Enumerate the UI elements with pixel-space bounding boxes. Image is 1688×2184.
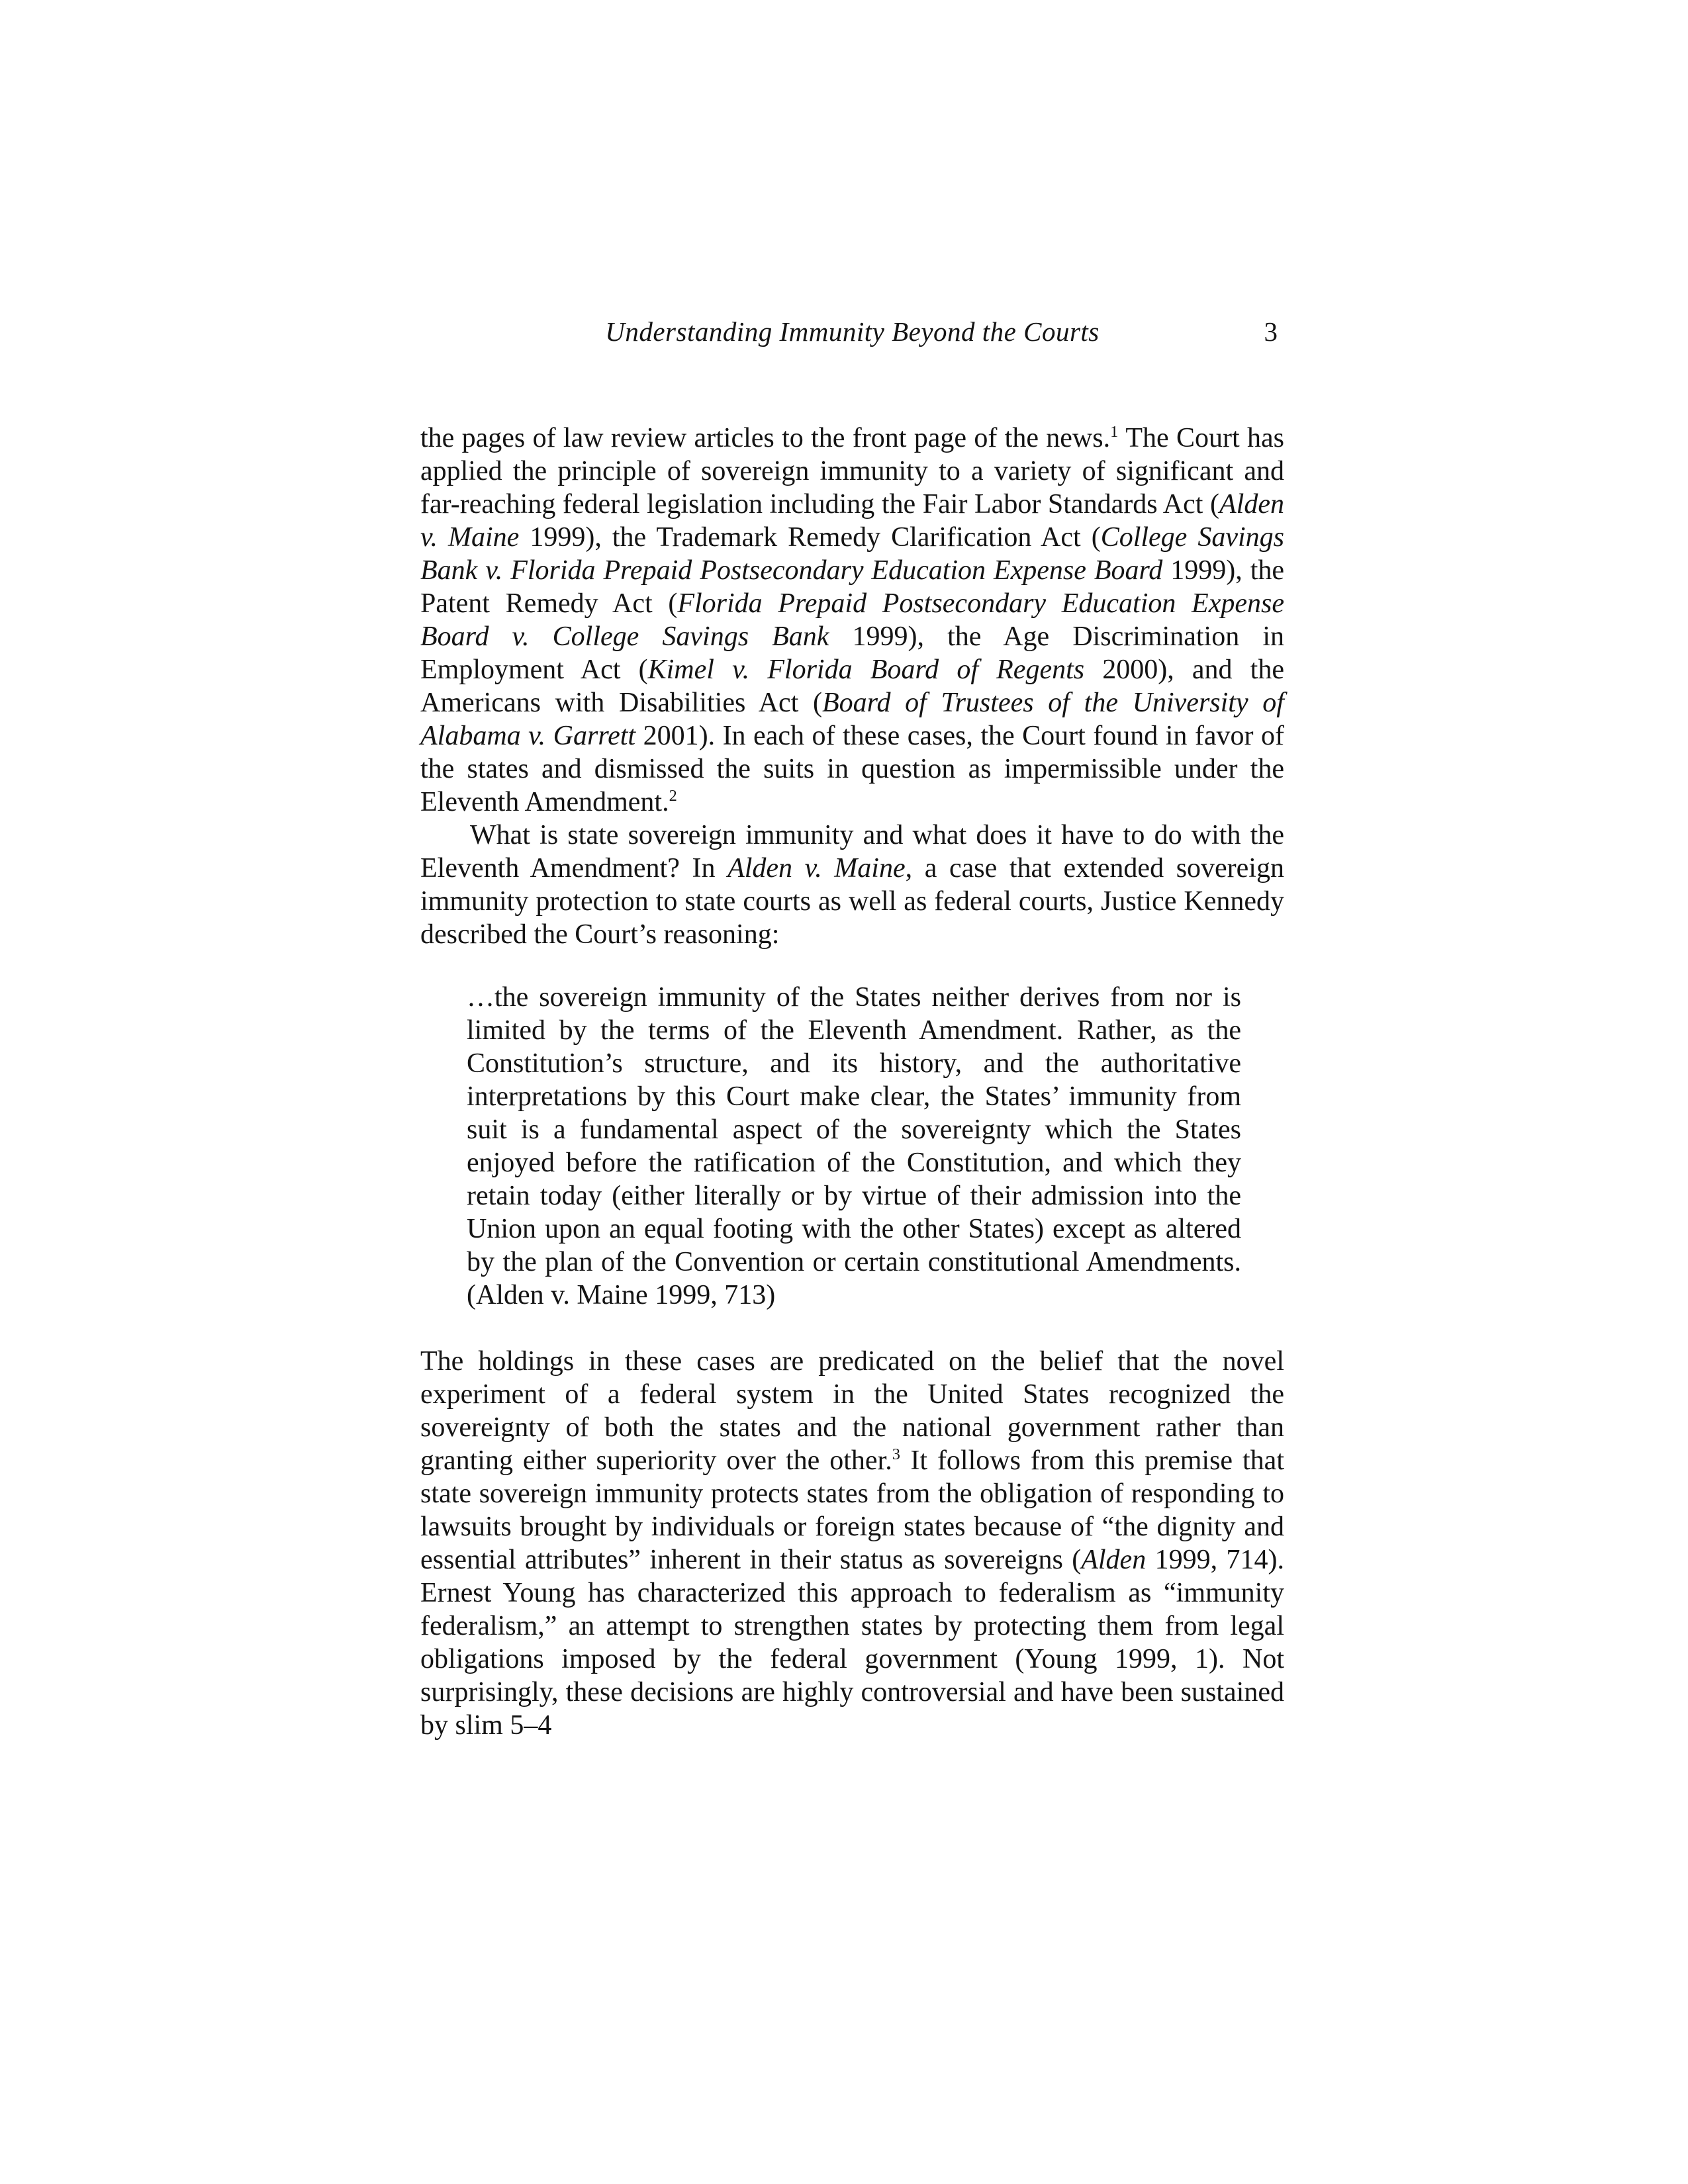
paragraph-continuation: the pages of law review articles to the front page of the news.$^1$ The Court has applied the principle of sovereign immunity to a variety of significant and far-reaching federal legislation including the Fair Labor Standards Act (Alden v. Maine 1999), the Trademark Remedy Clarification Act (College Savings Bank v. Florida Prepaid Postsecondary Education Expense Board 1999), the Patent Remedy Act (Florida Prepaid Postsecondary Education Expense Board v. College Savings Bank 1999), the Age Discrimination in Employment Act (Kimel v. Florida Board of Regents 2000), and the Americans with Disabilities Act (Board of Trustees of the University of Alabama v. Garrett 2001). In each of these cases, the Court found in favor of the states and dismissed the suits in question as impermissible under the Eleventh Amendment.$^2$ [420,423,1285,817]
kennedy-blockquote: …the sovereign immunity of the States neither derives from nor is limited by the terms of the Eleventh Amendment. Rather, as the Constitution’s structure, and its history, and the authoritative interpretations by this Court make clear, the States’ immunity from suit is a fundamental aspect of the sovereignty which the States enjoyed before the ratification of the Constitution, and which they retain today (either literally or by virtue of their admission into the Union upon an equal footing with the other States) except as altered by the plan of the Convention or certain constitutional Amendments. (Alden v. Maine 1999, 713) [467,982,1241,1310]
paragraph-immunity-question: What is state sovereign immunity and what does it have to do with the Eleventh Amendment? In Alden v. Maine, a case that extended sovereign immunity protection to state courts as well as federal courts, Justice Kennedy described the Court’s reasoning: [420,820,1284,950]
page-number: 3 [1264,316,1278,347]
running-head-title: Understanding Immunity Beyond the Courts [605,316,1100,347]
paragraph-holdings: The holdings in these cases are predicated on the belief that the novel experiment of a federal system in the United States recognized the sovereignty of both the states and the national government rather than granting either superiority over the other.$^3$ It follows from this premise that state sovereign immunity protects states from the obligation of responding to lawsuits brought by individuals or foreign states because of “the dignity and essential attributes” inherent in their status as sovereigns (Alden 1999, 714). Ernest Young has characterized this approach to federalism as “immunity federalism,” an attempt to strengthen states by protecting them from legal obligations imposed by the federal government (Young 1999, 1). Not surprisingly, these decisions are highly controversial and have been sustained by slim 5–4 [420,1346,1284,1741]
text-column [420,314,1284,1742]
page-header [420,314,1284,349]
page-body [420,422,1284,1742]
